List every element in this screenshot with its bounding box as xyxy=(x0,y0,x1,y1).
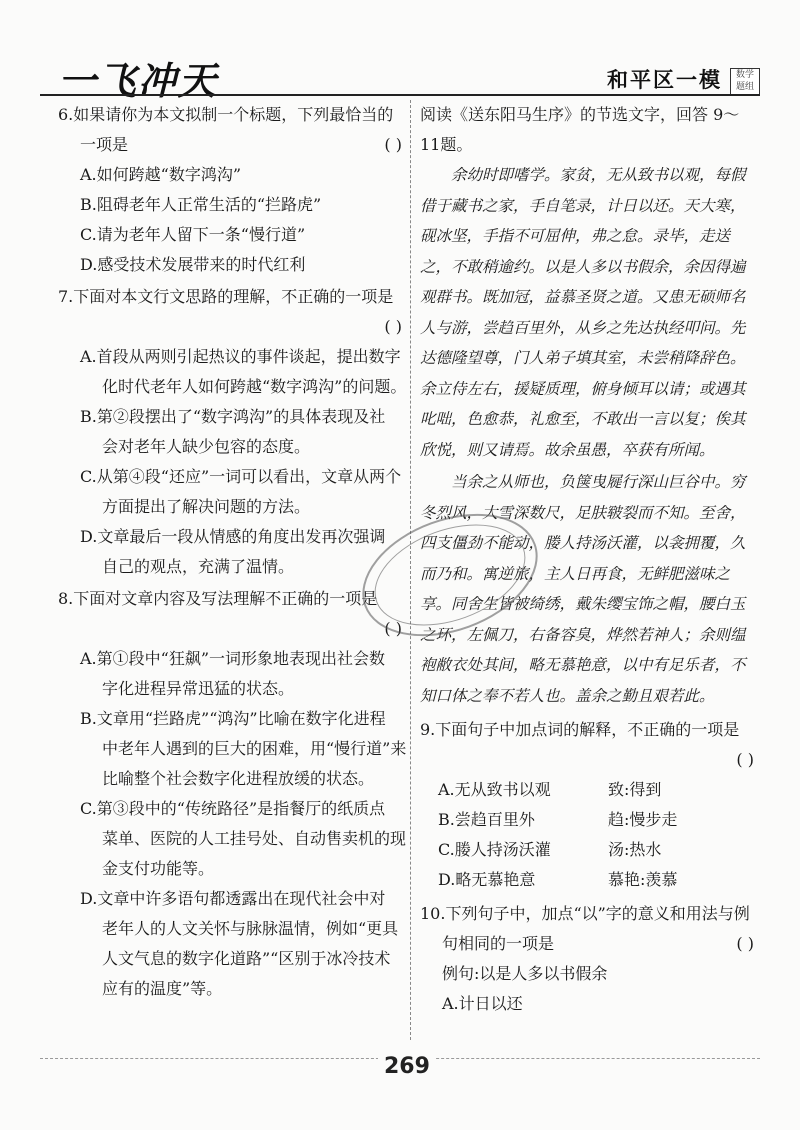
subject-box xyxy=(730,68,760,96)
subject-box-label: 数学 题组 xyxy=(735,70,754,92)
passage-line: 侍左右，援疑质理，俯身倾耳以请；或遇其叱咄， xyxy=(420,379,746,428)
reading-intro-line1: 阅读《送东阳马生序》的节选文字，回答 9～ xyxy=(420,105,740,124)
q9-option-d xyxy=(420,865,760,895)
q8-d-line4: 应有的温度”等。 xyxy=(102,979,223,998)
q9-answer-paren: ( ) xyxy=(736,750,754,769)
q7-d-line2: 自己的观点，充满了温情。 xyxy=(102,557,295,576)
header-rule xyxy=(40,94,760,96)
q7-option-b xyxy=(80,402,408,462)
question-9 xyxy=(420,715,760,895)
passage-line: 借于藏书之家，手自笔录，计日以还。天大寒，砚 xyxy=(420,196,746,245)
question-7 xyxy=(58,282,408,582)
q8-c-line2: 菜单、医院的人工挂号处、自动售卖机的现 xyxy=(102,829,407,848)
q10-example: 例句:以是人多以书假余 xyxy=(442,964,608,983)
passage-line: 冬烈风，大雪深数尺，足肤皲裂而不知。至舍，四 xyxy=(420,503,746,552)
question-10 xyxy=(420,899,760,1019)
passage-line: 佩刀，右备容臭，烨然若神人；余则缊袍敝衣处其 xyxy=(420,625,746,674)
passage-line: 色愈恭，礼愈至，不敢出一言以复；俟其欣悦，则 xyxy=(420,410,746,459)
q8-answer-paren: ( ) xyxy=(384,619,402,638)
q8-a-line1: A.第①段中“狂飙”一词形象地表现出社会数 xyxy=(80,649,386,668)
q8-option-d xyxy=(80,884,408,1004)
passage-line: 又请焉。故余虽愚，卒获有所闻。 xyxy=(482,440,715,459)
q8-option-c xyxy=(80,794,408,884)
q10-stem-line2: 句相同的一项是 xyxy=(442,934,555,953)
q9-c-sentence: C.媵人持汤沃灌 xyxy=(438,840,551,859)
passage-line: 游，尝趋百里外，从乡之先达执经叩问。先达德 xyxy=(420,318,746,367)
q10-stem-line1: 10.下列句子中，加点“以”字的意义和用法与例 xyxy=(420,904,750,923)
q8-option-b xyxy=(80,704,408,794)
q6-option-a: A.如何跨越“数字鸿沟” xyxy=(80,165,242,184)
question-6 xyxy=(58,100,408,280)
brand-logo: 一飞冲天 xyxy=(58,59,219,103)
q8-c-line3: 金支付功能等。 xyxy=(102,859,215,878)
q7-a-line1: A.首段从两则引起热议的事件谈起，提出数字 xyxy=(80,347,401,366)
q9-c-gloss: 汤:热水 xyxy=(608,840,662,859)
q8-d-line2: 老年人的人文关怀与脉脉温情，例如“更具 xyxy=(102,919,399,938)
q7-b-line2: 会对老年人缺少包容的态度。 xyxy=(102,437,311,456)
passage-line: 冰坚，手指不可屈伸，弗之怠。录毕，走送之，不 xyxy=(420,227,731,276)
q9-d-gloss: 慕艳:羡慕 xyxy=(608,870,678,889)
q7-stem: 7.下面对本文行文思路的理解，不正确的一项是 xyxy=(58,287,394,306)
q8-d-line1: D.文章中许多语句都透露出在现代社会中对 xyxy=(80,889,386,908)
q7-answer-paren: ( ) xyxy=(384,317,402,336)
q7-c-line2: 方面提出了解决问题的方法。 xyxy=(102,497,311,516)
q6-option-b: B.阻碍老年人正常生活的“拦路虎” xyxy=(80,195,322,214)
left-column xyxy=(58,100,408,1004)
q8-option-a xyxy=(80,644,408,704)
q6-stem: 6.如果请你为本文拟制一个标题，下列最恰当的 xyxy=(58,105,394,124)
q8-d-line3: 人文气息的数字化道路”“区别于冰冷技术 xyxy=(102,949,391,968)
passage-line: 敢稍逾约。以是人多以书假余，余因得遍观群 xyxy=(420,257,746,306)
q6-answer-paren: ( ) xyxy=(384,135,402,154)
q7-b-line1: B.第②段摆出了“数字鸿沟”的具体表现及社 xyxy=(80,407,386,426)
passage-line: 余幼时即嗜学。家贫，无从致书以观，每假 xyxy=(451,166,746,184)
passage-paragraph-2 xyxy=(420,467,760,711)
q7-c-line1: C.从第④段“还应”一词可以看出，文章从两个 xyxy=(80,467,402,486)
q9-d-sentence: D.略无慕艳意 xyxy=(438,870,536,889)
passage-line: 若人也。盖余之勤且艰若此。 xyxy=(513,686,715,705)
q9-b-gloss: 趋:慢步走 xyxy=(608,810,678,829)
page-number: 269 xyxy=(378,1054,436,1079)
q6-option-d: D.感受技术发展带来的时代红利 xyxy=(80,255,306,274)
right-column xyxy=(420,100,760,1019)
q8-stem: 8.下面对文章内容及写法理解不正确的一项是 xyxy=(58,589,378,608)
q9-a-gloss: 致:得到 xyxy=(608,780,662,799)
q10-answer-paren: ( ) xyxy=(736,934,754,953)
passage-paragraph-1 xyxy=(420,160,760,465)
exam-title: 和平区一模 xyxy=(607,67,722,92)
q10-option-a: A.计日以还 xyxy=(442,994,523,1013)
question-8 xyxy=(58,584,408,1004)
passage-line: 和。寓逆旅，主人日再食，无鲜肥滋味之享。同 xyxy=(420,564,731,613)
q8-c-line1: C.第③段中的“传统路径”是指餐厅的纸质点 xyxy=(80,799,386,818)
q8-b-line2: 中老年人遇到的巨大的困难，用“慢行道”来 xyxy=(102,739,407,758)
q8-b-line3: 比喻整个社会数字化进程放缓的状态。 xyxy=(102,769,375,788)
q9-option-a xyxy=(420,775,760,805)
passage-line: 当余之从师也，负箧曳屣行深山巨谷中。穷 xyxy=(451,473,746,491)
q6-option-c: C.请为老年人留下一条“慢行道” xyxy=(80,225,306,244)
passage-line: 支僵劲不能动，媵人持汤沃灌，以衾拥覆，久而乃 xyxy=(420,534,746,583)
column-divider xyxy=(410,100,411,1040)
reading-intro-line2: 11题。 xyxy=(420,135,473,154)
q8-a-line2: 字化进程异常迅猛的状态。 xyxy=(102,679,295,698)
q7-a-line2: 化时代老年人如何跨越“数字鸿沟”的问题。 xyxy=(102,377,407,396)
passage-line: 书。既加冠，益慕圣贤之道。又患无硕师名人与 xyxy=(420,288,746,337)
q9-option-b xyxy=(420,805,760,835)
q9-stem: 9.下面句子中加点词的解释，不正确的一项是 xyxy=(420,720,740,739)
q7-option-a xyxy=(80,342,408,402)
q7-option-d xyxy=(80,522,408,582)
passage-line: 间，略无慕艳意，以中有足乐者，不知口体之奉不 xyxy=(420,656,746,705)
page-header xyxy=(0,0,800,103)
q9-b-sentence: B.尝趋百里外 xyxy=(438,810,535,829)
q9-option-c xyxy=(420,835,760,865)
q7-option-c xyxy=(80,462,408,522)
passage-line: 隆望尊，门人弟子填其室，未尝稍降辞色。余立 xyxy=(420,349,746,398)
q8-b-line1: B.文章用“拦路虎”“鸿沟”比喻在数字化进程 xyxy=(80,709,386,728)
q9-a-sentence: A.无从致书以观 xyxy=(438,780,551,799)
passage-line: 舍生皆被绮绣，戴朱缨宝饰之帽，腰白玉之环，左 xyxy=(420,595,746,644)
q7-d-line1: D.文章最后一段从情感的角度出发再次强调 xyxy=(80,527,386,546)
q6-stem-cont: 一项是 xyxy=(80,135,129,154)
